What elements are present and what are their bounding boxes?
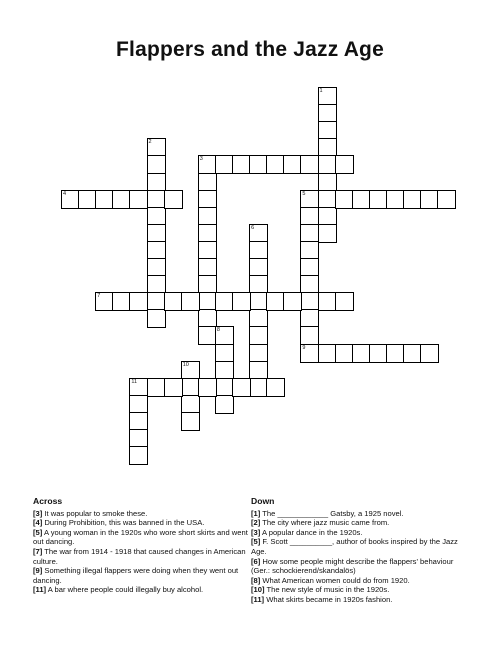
grid-cell[interactable] [283,292,302,311]
cell-number: 4 [63,190,67,197]
clue-number: [6] [251,556,261,566]
grid-cell[interactable] [129,190,148,209]
clue-number: [7] [33,546,43,556]
across-clue [33,547,248,566]
grid-cell[interactable] [335,292,354,311]
down-clue [251,509,466,519]
down-heading: Down [251,496,275,506]
grid-cell[interactable] [335,155,354,174]
down-clue [251,576,466,586]
clue-text: The ____________ Gatsby, a 1925 novel. [260,508,404,518]
grid-cell[interactable] [437,190,456,209]
across-clue [33,509,248,519]
clue-text: What skirts became in 1920s fashion. [264,594,393,604]
cell-number: 10 [182,361,189,368]
cell-number: 9 [302,344,306,351]
clue-text: During Prohibition, this was banned in the USA. [42,518,205,528]
clue-number: [3] [33,508,43,518]
grid-cell[interactable] [164,378,183,397]
grid-cell[interactable] [181,412,200,431]
clue-number: [5] [251,537,261,547]
down-clues [251,497,466,605]
clue-number: [5] [33,527,43,537]
grid-cell[interactable] [318,224,337,243]
clue-number: [9] [33,566,43,576]
down-clue [251,528,466,538]
grid-cell[interactable] [164,190,183,209]
clue-number: [4] [33,518,43,528]
down-clue [251,585,466,595]
across-heading: Across [33,496,63,506]
clue-number: [11] [251,594,265,604]
clue-text: F. Scott __________, author of books inspired by the Jazz Age. [251,537,458,556]
cell-number: 8 [216,327,220,334]
across-clue [33,566,248,585]
clue-number: [8] [251,575,261,585]
page-title: Flappers and the Jazz Age [116,38,384,61]
clue-number: [3] [251,527,261,537]
clue-number: [2] [251,518,261,528]
grid-cell[interactable] [215,395,234,414]
down-clue [251,557,466,576]
grid-cell[interactable] [147,309,166,328]
cell-number: 7 [97,293,101,300]
grid-cell[interactable] [300,155,319,174]
across-clue [33,518,248,528]
clue-text: A young woman in the 1920s who wore short skirts and went out dancing. [33,527,248,547]
grid-cell[interactable] [129,292,148,311]
grid-cell[interactable] [232,378,251,397]
cell-number: 6 [251,224,255,231]
cell-number: 11 [131,378,138,385]
across-clues [33,497,248,595]
clue-text: It was popular to smoke these. [42,508,148,518]
clue-text: How some people might describe the flappers' behaviour (Ger.: schockierend/skandalös) [251,556,454,576]
grid-cell[interactable] [232,292,251,311]
across-clue [33,585,248,595]
clue-number: [10] [251,585,265,595]
down-clue [251,537,466,556]
clue-text: What American women could do from 1920. [260,575,410,585]
cell-number: 3 [199,156,203,163]
grid-cell[interactable] [198,378,217,397]
across-clue [33,528,248,547]
cell-number: 5 [302,190,306,197]
grid-cell[interactable] [420,344,439,363]
clue-text: A bar where people could illegally buy alcohol. [46,585,204,595]
clue-number: [11] [33,585,47,595]
clue-number: [1] [251,508,261,518]
cell-number: 1 [319,88,323,94]
clue-text: The city where jazz music came from. [260,518,390,528]
cell-number: 2 [148,139,152,146]
clue-text: A popular dance in the 1920s. [260,527,363,537]
grid-cell[interactable] [266,378,285,397]
grid-cell[interactable] [129,446,148,465]
clue-text: The war from 1914 - 1918 that caused changes in American culture. [33,546,246,566]
clue-text: Something illegal flappers were doing when they went out dancing. [33,566,239,585]
clue-text: The new style of music in the 1920s. [264,585,390,595]
down-clue [251,595,466,605]
down-clue [251,518,466,528]
grid-cell[interactable] [181,292,200,311]
